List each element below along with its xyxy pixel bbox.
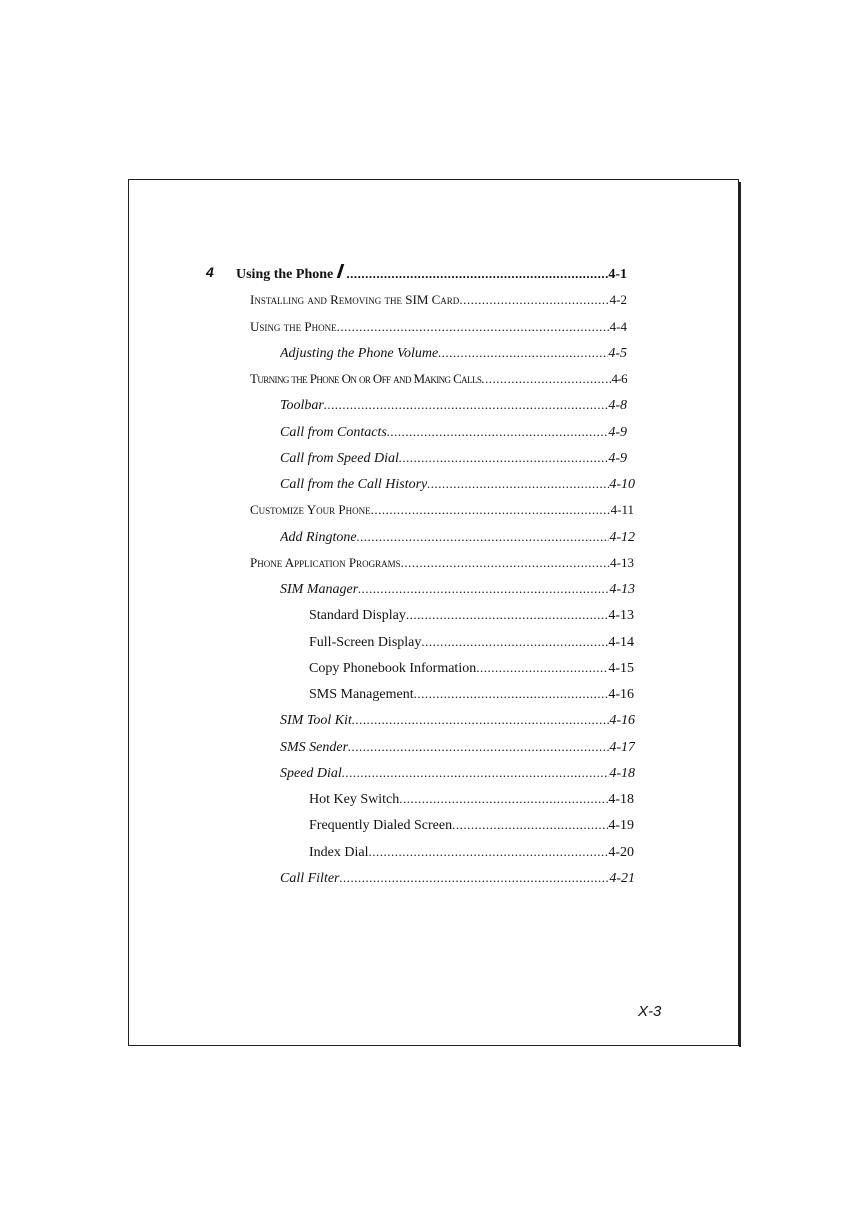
toc-entry[interactable] [309, 814, 634, 836]
toc-entry-label: Add Ringtone [280, 530, 357, 545]
dot-leader [427, 473, 609, 495]
toc-entry-label: SMS Management [309, 687, 414, 702]
dot-leader [337, 316, 610, 338]
page-ref: 4-9 [608, 451, 627, 466]
page-number: X-3 [638, 1003, 662, 1020]
toc-entry-label: Full-Screen Display [309, 635, 422, 650]
dot-leader [401, 552, 611, 574]
page-ref: 4-11 [610, 502, 634, 517]
page-ref: 4-17 [609, 740, 635, 755]
page-ref: 4-15 [608, 661, 634, 676]
page-ref: 4-18 [608, 792, 634, 807]
toc-entry[interactable] [280, 394, 627, 416]
toc-entry-label: Call from Contacts [280, 425, 387, 440]
toc-entry[interactable] [309, 683, 634, 705]
page-ref: 4-18 [609, 766, 635, 781]
phone-icon [337, 264, 345, 278]
dot-leader [348, 736, 609, 758]
toc-entry[interactable] [280, 447, 627, 469]
toc-entry[interactable] [280, 762, 635, 784]
toc-entry[interactable] [309, 788, 634, 810]
page-ref: 4-12 [609, 530, 635, 545]
page-ref: 4-13 [608, 608, 634, 623]
toc-entry-label: Call Filter [280, 871, 340, 886]
page-ref: 4-13 [610, 555, 634, 570]
dot-leader [342, 762, 610, 784]
toc-entry-label: Toolbar [280, 398, 324, 413]
toc-entry[interactable] [250, 552, 634, 574]
toc-entry-label: SIM Tool Kit [280, 713, 352, 728]
dot-leader [358, 578, 609, 600]
toc-entry-chapter[interactable] [236, 263, 627, 285]
dot-leader [371, 499, 611, 521]
dot-leader [352, 709, 609, 731]
page-ref: 4-10 [609, 477, 635, 492]
toc-entry-label: SIM Manager [280, 582, 359, 597]
toc-entry[interactable] [280, 736, 635, 758]
toc-entry[interactable] [280, 421, 627, 443]
dot-leader [481, 368, 611, 390]
toc-entry-label: Phone Application Programs [250, 555, 401, 570]
dot-leader [399, 447, 608, 469]
page-ref: 4-2 [609, 292, 627, 307]
page-ref: 4-21 [609, 871, 635, 886]
page-ref: 4-8 [608, 398, 627, 413]
toc-entry[interactable] [280, 578, 635, 600]
toc-entry[interactable] [280, 526, 635, 548]
toc-entry-label: Customize Your Phone [250, 502, 371, 517]
toc-entry-label: Index Dial [309, 845, 369, 860]
dot-leader [357, 526, 610, 548]
dot-leader [459, 289, 609, 311]
dot-leader [476, 657, 608, 679]
page-ref: 4-20 [608, 845, 634, 860]
dot-leader [368, 841, 608, 863]
dot-leader [324, 394, 608, 416]
toc-entry[interactable] [280, 867, 635, 889]
dot-leader [438, 342, 608, 364]
toc-entry[interactable] [250, 499, 634, 521]
dot-leader [340, 867, 610, 889]
page-ref: 4-5 [608, 346, 627, 361]
toc-entry[interactable] [309, 841, 634, 863]
dot-leader [399, 788, 608, 810]
chapter-title: Using the Phone [236, 267, 334, 282]
page-ref: 4-6 [611, 371, 627, 386]
page-ref: 4-1 [608, 267, 627, 282]
page-ref: 4-14 [608, 635, 634, 650]
toc-entry-label: Speed Dial [280, 766, 342, 781]
toc-entry[interactable] [280, 342, 627, 364]
toc-entry[interactable] [250, 289, 627, 311]
dot-leader [346, 263, 608, 285]
toc-entry-label: Frequently Dialed Screen [309, 818, 453, 833]
page-ref: 4-13 [609, 582, 635, 597]
dot-leader [452, 814, 608, 836]
toc-entry[interactable] [280, 709, 635, 731]
page-ref: 4-9 [608, 425, 627, 440]
toc-entry-label: Call from Speed Dial [280, 451, 399, 466]
toc-entry-label: Call from the Call History [280, 477, 428, 492]
dot-leader [414, 683, 609, 705]
toc-entry[interactable] [250, 316, 627, 338]
toc-entry-label: Standard Display [309, 608, 406, 623]
dot-leader [421, 631, 608, 653]
toc-entry-label: SMS Sender [280, 740, 349, 755]
dot-leader [387, 421, 609, 443]
toc-entry[interactable] [250, 368, 627, 390]
toc-entry[interactable] [309, 604, 634, 626]
toc-entry-label: Adjusting the Phone Volume [280, 346, 439, 361]
toc-entry-label: Hot Key Switch [309, 792, 400, 807]
dot-leader [406, 604, 609, 626]
toc-entry-label: Installing and Removing the SIM Card [250, 292, 460, 307]
toc-entry-label: Turning the Phone On or Off and Making Calls [250, 371, 482, 386]
page-ref: 4-19 [608, 818, 634, 833]
page-ref: 4-4 [609, 319, 627, 334]
toc-entry[interactable] [309, 657, 634, 679]
page-ref: 4-16 [609, 713, 635, 728]
toc-entry[interactable] [309, 631, 634, 653]
toc-entry[interactable] [280, 473, 635, 495]
chapter-number: 4 [206, 264, 214, 280]
page-ref: 4-16 [608, 687, 634, 702]
toc-entry-label: Using the Phone [250, 319, 337, 334]
toc-entry-label: Copy Phonebook Information [309, 661, 477, 676]
